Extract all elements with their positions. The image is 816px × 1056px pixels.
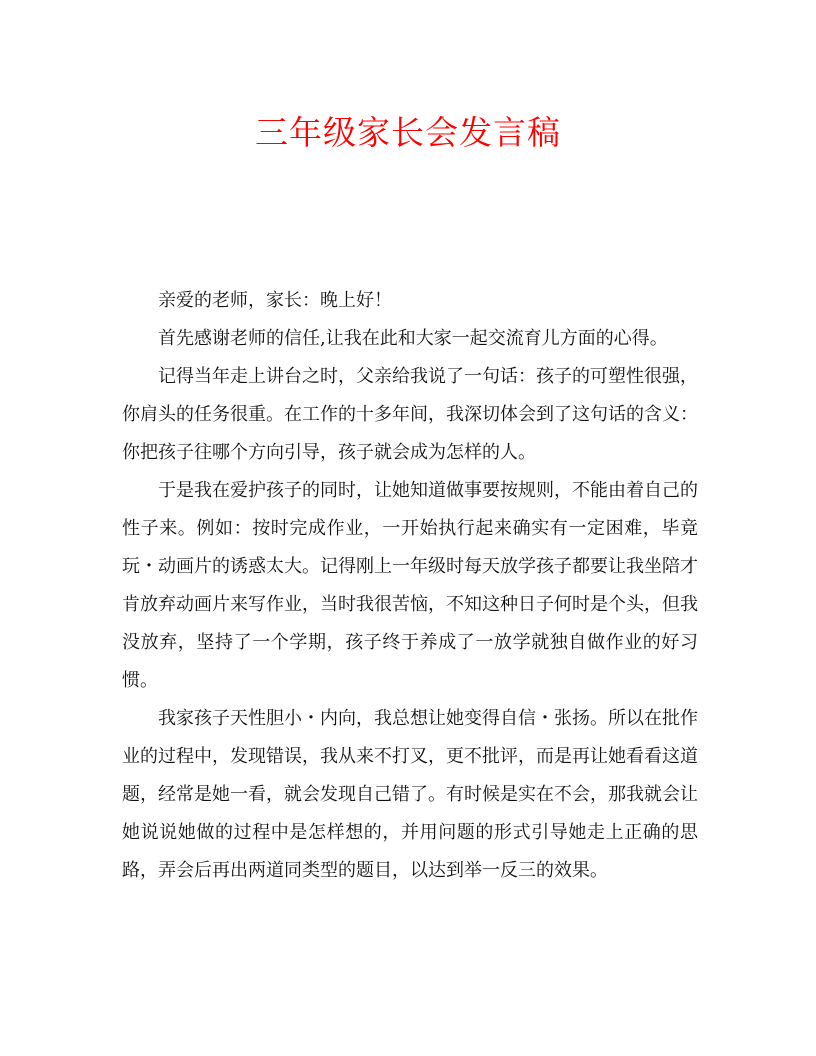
paragraph-homework-rules: 于是我在爱护孩子的同时，让她知道做事要按规则，不能由着自己的性子来。例如：按时完成作业，一开始执行起来确实有一定困难，毕竟玩・动画片的诱惑太大。记得刚上一年级时每天放学孩子都要让我坐陪才肯放弃动画片来写作业，当时我很苦恼，不知这种日子何时是个头，但我没放弃，坚持了一个学期，孩子终于养成了一放学就独自做作业的好习惯。	[122, 480, 698, 691]
paragraph-greeting: 亲爱的老师，家长：晚上好！	[158, 290, 392, 311]
document-title: 三年级家长会发言稿	[255, 113, 561, 152]
document-body	[122, 282, 698, 890]
paragraph-father-advice: 记得当年走上讲台之时，父亲给我说了一句话：孩子的可塑性很强，你肩头的任务很重。在工作的十多年间，我深切体会到了这句话的含义：你把孩子往哪个方向引导，孩子就会成为怎样的人。	[122, 366, 698, 463]
paragraph-thanks: 首先感谢老师的信任,让我在此和大家一起交流育儿方面的心得。	[158, 328, 668, 349]
paragraph-confidence: 我家孩子天性胆小・内向，我总想让她变得自信・张扬。所以在批作业的过程中，发现错误，我从来不打叉，更不批评，而是再让她看看这道题，经常是她一看，就会发现自己错了。有时候是实在不会，那我就会让她说说她做的过程中是怎样想的，并用问题的形式引导她走上正确的思路，弄会后再出两道同类型的题目，以达到举一反三的效果。	[122, 708, 698, 881]
